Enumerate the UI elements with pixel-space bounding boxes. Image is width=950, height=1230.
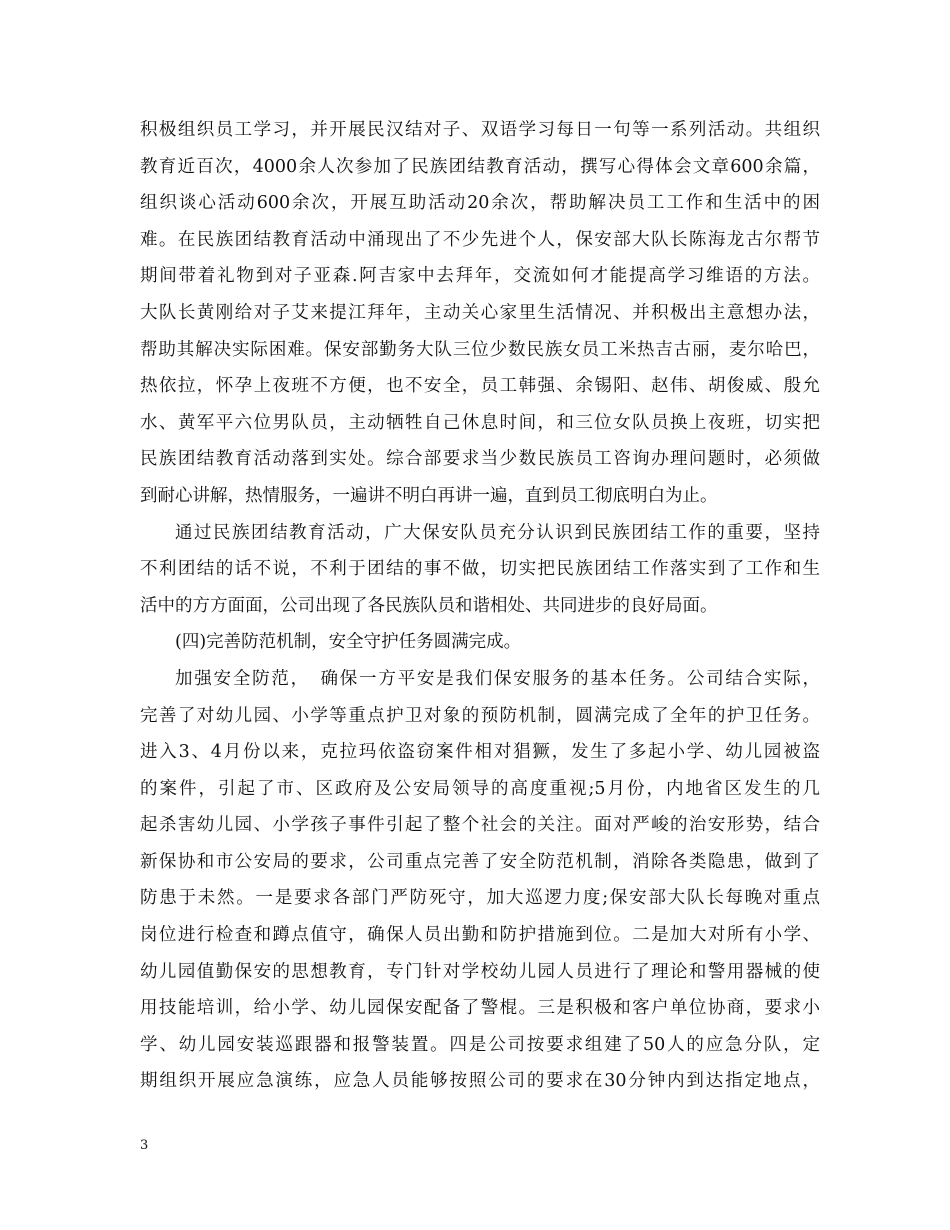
- text-line: 防患于未然。一是要求各部门严防死守，加大巡逻力度;保安部大队长每晚对重点: [140, 888, 820, 909]
- text-line: 民族团结教育活动落到实处。综合部要求当少数民族员工咨询办理问题时，必须做: [140, 449, 820, 470]
- text-line: 教育近百次，4000余人次参加了民族团结教育活动，撰写心得体会文章600余篇，: [140, 156, 820, 177]
- text-line: 岗位进行检查和蹲点值守，确保人员出勤和防护措施到位。二是加大对所有小学、: [140, 925, 820, 946]
- text-line: 大队长黄刚给对子艾来提江拜年，主动关心家里生活情况、并积极出主意想办法，: [140, 302, 820, 323]
- paragraph-start-line: 加强安全防范， 确保一方平安是我们保安服务的基本任务。公司结合实际，: [175, 668, 820, 689]
- paragraph-start-line: 通过民族团结教育活动，广大保安队员充分认识到民族团结工作的重要，坚持: [175, 522, 820, 543]
- text-line: 水、黄军平六位男队员，主动牺牲自己休息时间，和三位女队员换上夜班，切实把: [140, 412, 820, 433]
- text-line: 幼儿园值勤保安的思想教育，专门针对学校幼儿园人员进行了理论和警用器械的使: [140, 961, 820, 982]
- text-line: 不利团结的话不说，不利于团结的事不做，切实把民族团结工作落实到了工作和生: [140, 559, 820, 580]
- section-heading: (四)完善防范机制，安全守护任务圆满完成。: [175, 632, 522, 653]
- text-line: 积极组织员工学习，并开展民汉结对子、双语学习每日一句等一系列活动。共组织: [140, 120, 820, 140]
- text-line: 新保协和市公安局的要求，公司重点完善了安全防范机制，消除各类隐患，做到了: [140, 851, 820, 872]
- text-line: 到耐心讲解，热情服务，一遍讲不明白再讲一遍，直到员工彻底明白为止。: [140, 485, 718, 506]
- text-line: 进入3、4月份以来，克拉玛依盗窃案件相对猖獗，发生了多起小学、幼儿园被盗: [140, 742, 820, 763]
- text-line: 用技能培训，给小学、幼儿园保安配备了警棍。三是积极和客户单位协商，要求小: [140, 998, 820, 1019]
- text-line: 组织谈心活动600余次，开展互助活动20余次，帮助解决员工工作和生活中的困: [140, 193, 820, 214]
- text-line: 活中的方方面面，公司出现了各民族队员和谐相处、共同进步的良好局面。: [140, 595, 718, 616]
- body-text: [140, 112, 820, 1100]
- text-line: 难。在民族团结教育活动中涌现出了不少先进个人，保安部大队长陈海龙古尔帮节: [140, 229, 820, 250]
- text-line: 热依拉，怀孕上夜班不方便，也不安全，员工韩强、余锡阳、赵伟、胡俊威、殷允: [140, 376, 820, 397]
- text-line: 期间带着礼物到对子亚森.阿吉家中去拜年，交流如何才能提高学习维语的方法。: [140, 266, 820, 287]
- text-line: 起杀害幼儿园、小学孩子事件引起了整个社会的关注。面对严峻的治安形势，结合: [140, 815, 820, 836]
- text-line: 学、幼儿园安装巡跟器和报警装置。四是公司按要求组建了50人的应急分队，定: [140, 1034, 820, 1055]
- text-line: 的案件，引起了市、区政府及公安局领导的高度重视;5月份，内地省区发生的几: [140, 778, 820, 799]
- page-number: 3: [140, 1138, 149, 1153]
- text-line: 帮助其解决实际困难。保安部勤务大队三位少数民族女员工米热吉古丽，麦尔哈巴，: [140, 339, 820, 360]
- text-line: 期组织开展应急演练，应急人员能够按照公司的要求在30分钟内到达指定地点，: [140, 1071, 820, 1092]
- text-line: 完善了对幼儿园、小学等重点护卫对象的预防机制，圆满完成了全年的护卫任务。: [140, 705, 820, 726]
